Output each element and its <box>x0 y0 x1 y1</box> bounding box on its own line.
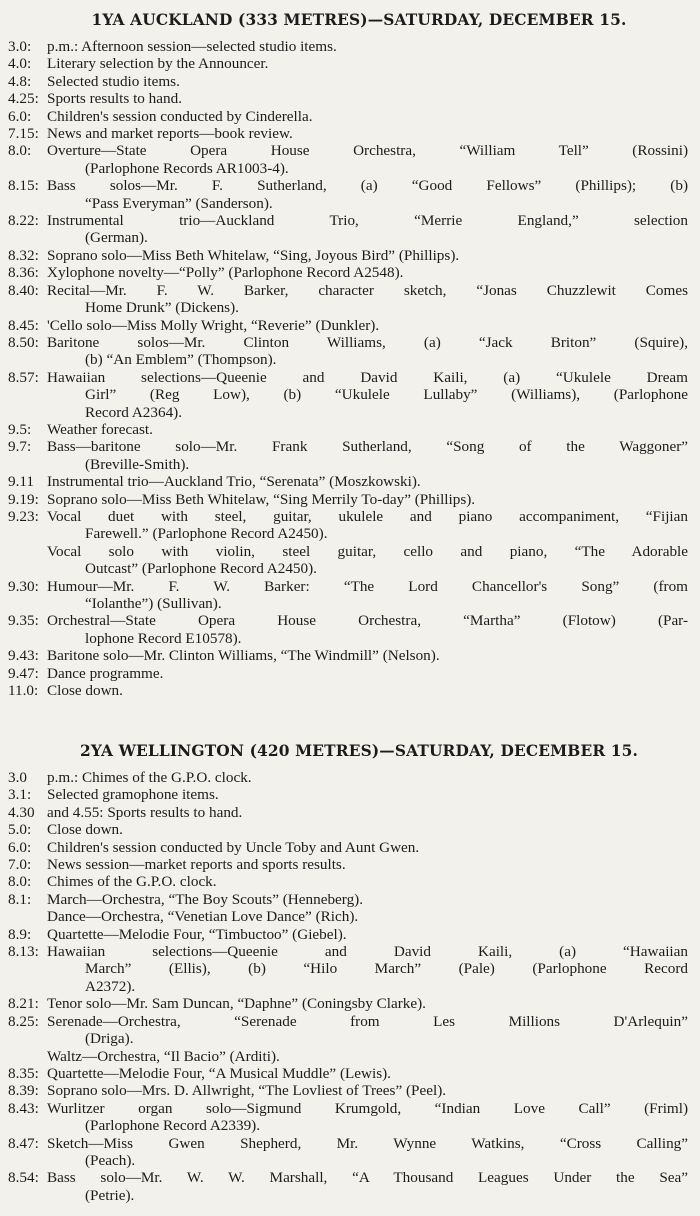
entry-text <box>47 1082 700 1099</box>
entry-text <box>47 804 700 821</box>
entry-time: 8.13: <box>8 943 39 961</box>
entry-line: Soprano solo—Mrs. D. Allwright, “The Lovliest of Trees” (Peel). <box>47 1082 447 1100</box>
entry-text <box>47 908 700 925</box>
entry-text <box>47 1100 700 1135</box>
program-entry <box>0 508 700 543</box>
entry-text <box>47 891 700 908</box>
entry-line: March” (Ellis), (b) “Hilo March” (Pale) (Parlophone Record <box>85 960 688 978</box>
program-entry <box>0 682 700 699</box>
entry-time: 4.8: <box>8 72 32 90</box>
entry-line: Hawaiian selections—Queenie and David Kaili, (a) “Ukulele Dream <box>47 368 688 386</box>
entry-line: Waltz—Orchestra, “Il Bacio” (Arditi). <box>47 1047 280 1065</box>
entry-time: 8.39: <box>8 1082 39 1100</box>
entry-line: (Parlophone Record A2339). <box>85 1117 261 1135</box>
entry-text <box>47 317 700 334</box>
entry-line: Instrumental trio—Auckland Trio, “Merrie England,” selection <box>47 212 688 230</box>
entry-line: 'Cello solo—Miss Molly Wright, “Reverie” (Dunkler). <box>47 316 380 334</box>
entry-time: 9.43: <box>8 647 39 665</box>
entry-text <box>47 647 700 664</box>
entry-line: Bass—baritone solo—Mr. Frank Sutherland, “Song of the Waggoner” <box>47 438 688 456</box>
entry-line: Weather forecast. <box>47 420 153 438</box>
entry-line: Overture—State Opera House Orchestra, “William Tell” (Rossini) <box>47 142 688 160</box>
section-heading: 2YA WELLINGTON (420 METRES)—SATURDAY, DECEMBER 15. <box>79 742 639 760</box>
entry-text <box>47 108 700 125</box>
program-entry <box>0 1135 700 1170</box>
program-entry <box>0 1082 700 1099</box>
program-entry <box>0 317 700 334</box>
entry-text <box>47 90 700 107</box>
entry-line: lophone Record E10578). <box>85 629 242 647</box>
program-entry <box>0 73 700 90</box>
program-entry <box>0 473 700 490</box>
entry-line: (German). <box>85 229 148 247</box>
program-entry <box>0 821 700 838</box>
program-entry <box>0 943 700 995</box>
entry-line: and 4.55: Sports results to hand. <box>47 803 243 821</box>
program-entry <box>0 1048 700 1065</box>
entry-time: 3.0 <box>8 769 27 786</box>
program-entry <box>0 786 700 803</box>
entry-text <box>47 438 700 473</box>
program-entry <box>0 38 700 55</box>
entry-line: Instrumental trio—Auckland Trio, “Serenata” (Moszkowski). <box>47 473 421 491</box>
entry-text <box>47 1065 700 1082</box>
program-listing <box>0 38 700 699</box>
program-entry <box>0 578 700 613</box>
entry-time: 8.54: <box>8 1169 39 1187</box>
entry-line: (Peach). <box>85 1151 136 1169</box>
entry-line: Soprano solo—Miss Beth Whitelaw, “Sing, Joyous Bird” (Phillips). <box>47 246 460 264</box>
entry-text <box>47 578 700 613</box>
entry-text <box>47 142 700 177</box>
entry-time: 8.45: <box>8 316 39 334</box>
entry-text <box>47 665 700 682</box>
entry-line: Home Drunk” (Dickens). <box>85 299 239 317</box>
entry-text <box>47 125 700 142</box>
program-entry <box>0 839 700 856</box>
entry-text <box>47 38 700 55</box>
entry-line: Quartette—Melodie Four, “Timbuctoo” (Giebel). <box>47 925 347 943</box>
entry-time: 8.47: <box>8 1134 39 1152</box>
entry-text <box>47 473 700 490</box>
entry-text <box>47 491 700 508</box>
entry-line: (Parlophone Records AR1003-4). <box>85 159 289 177</box>
entry-line: Close down. <box>47 821 123 839</box>
entry-time: 8.9: <box>8 925 32 943</box>
entry-line: (Driga). <box>85 1030 134 1048</box>
program-entry <box>0 995 700 1012</box>
program-entry <box>0 438 700 473</box>
entry-time: 8.22: <box>8 212 39 230</box>
entry-line: Literary selection by the Announcer. <box>47 55 269 73</box>
entry-text <box>47 543 700 578</box>
entry-time: 6.0: <box>8 838 32 856</box>
entry-time: 9.7: <box>8 438 32 456</box>
entry-text <box>47 282 700 317</box>
entry-line: (b) “An Emblem” (Thompson). <box>85 351 277 369</box>
entry-text <box>47 786 700 803</box>
entry-line: Sports results to hand. <box>47 90 182 108</box>
entry-text <box>47 264 700 281</box>
entry-line: Quartette—Melodie Four, “A Musical Muddle” (Lewis). <box>47 1064 391 1082</box>
entry-line: March—Orchestra, “The Boy Scouts” (Henneberg). <box>47 890 364 908</box>
entry-text <box>47 73 700 90</box>
entry-time: 8.21: <box>8 995 39 1013</box>
entry-line: Tenor solo—Mr. Sam Duncan, “Daphne” (Coningsby Clarke). <box>47 995 426 1013</box>
entry-time: 9.19: <box>8 490 39 508</box>
entry-line: Dance programme. <box>47 664 164 682</box>
entry-time: 7.15: <box>8 125 39 143</box>
entry-line: Recital—Mr. F. W. Barker, character sketch, “Jonas Chuzzlewit Comes <box>47 281 688 299</box>
program-entry <box>0 247 700 264</box>
entry-time: 9.30: <box>8 577 39 595</box>
program-entry <box>0 665 700 682</box>
entry-line: “Iolanthe”) (Sullivan). <box>85 595 222 612</box>
entry-line: Serenade—Orchestra, “Serenade from Les Millions D'Arlequin” <box>47 1012 688 1030</box>
program-entry <box>0 125 700 142</box>
entry-time: 8.1: <box>8 890 32 908</box>
entry-line: Sketch—Miss Gwen Shepherd, Mr. Wynne Watkins, “Cross Calling” <box>47 1134 688 1152</box>
entry-time: 11.0: <box>8 682 39 700</box>
entry-time: 9.5: <box>8 420 32 438</box>
entry-time: 9.47: <box>8 664 39 682</box>
entry-line: Baritone solos—Mr. Clinton Williams, (a) “Jack Briton” (Squire), <box>47 333 688 351</box>
entry-line: Bass solo—Mr. W. W. Marshall, “A Thousand Leagues Under the Sea” <box>47 1169 688 1187</box>
program-entry <box>0 334 700 369</box>
program-entry <box>0 908 700 925</box>
entry-line: p.m.: Afternoon session—selected studio items. <box>47 38 337 55</box>
entry-time: 8.57: <box>8 368 39 386</box>
entry-line: (Breville-Smith). <box>85 455 190 473</box>
entry-time: 8.40: <box>8 281 39 299</box>
entry-line: Farewell.” (Parlophone Record A2450). <box>85 525 328 543</box>
entry-text <box>47 1169 700 1204</box>
entry-time: 5.0: <box>8 821 32 839</box>
entry-text <box>47 55 700 72</box>
entry-text <box>47 177 700 212</box>
program-entry <box>0 55 700 72</box>
station-section-1ya <box>0 10 700 699</box>
entry-line: Record A2364). <box>85 403 183 421</box>
entry-text <box>47 1048 700 1065</box>
program-entry <box>0 1169 700 1204</box>
entry-line: Vocal solo with violin, steel guitar, cello and piano, “The Adorable <box>47 542 688 560</box>
program-entry <box>0 369 700 421</box>
station-section-2ya <box>0 741 700 1204</box>
entry-line: Chimes of the G.P.O. clock. <box>47 873 217 891</box>
entry-line: Girl” (Reg Low), (b) “Ukulele Lullaby” (Williams), (Parlophone <box>85 386 688 404</box>
entry-line: Humour—Mr. F. W. Barker: “The Lord Chancellor's Song” (from <box>47 577 688 595</box>
program-entry <box>0 856 700 873</box>
entry-text <box>47 682 700 699</box>
entry-line: Close down. <box>47 682 123 700</box>
entry-text <box>47 856 700 873</box>
program-entry <box>0 804 700 821</box>
entry-line: “Pass Everyman” (Sanderson). <box>85 194 273 212</box>
program-entry <box>0 1100 700 1135</box>
program-entry <box>0 873 700 890</box>
program-entry <box>0 769 700 786</box>
entry-line: Bass solos—Mr. F. Sutherland, (a) “Good Fellows” (Phillips); (b) <box>47 177 688 195</box>
program-entry <box>0 891 700 908</box>
entry-time: 9.11 <box>8 473 35 491</box>
entry-time: 8.15: <box>8 177 39 195</box>
entry-text <box>47 995 700 1012</box>
program-entry <box>0 264 700 281</box>
entry-time: 4.0: <box>8 55 32 73</box>
entry-line: Baritone solo—Mr. Clinton Williams, “The Windmill” (Nelson). <box>47 647 440 665</box>
entry-text <box>47 821 700 838</box>
entry-time: 9.35: <box>8 612 39 630</box>
entry-line: Children's session conducted by Cinderella. <box>47 107 313 125</box>
program-entry <box>0 1013 700 1048</box>
entry-time: 8.36: <box>8 264 39 282</box>
entry-time: 8.35: <box>8 1064 39 1082</box>
entry-time: 4.30 <box>8 803 35 821</box>
section-heading: 1YA AUCKLAND (333 METRES)—SATURDAY, DECEMBER 15. <box>91 11 627 29</box>
entry-line: (Petrie). <box>85 1186 135 1204</box>
entry-time: 8.0: <box>8 873 32 891</box>
entry-text <box>47 1135 700 1170</box>
entry-text <box>47 943 700 995</box>
entry-time: 8.32: <box>8 246 39 264</box>
program-entry <box>0 647 700 664</box>
entry-line: Vocal duet with steel, guitar, ukulele and piano accompaniment, “Fijian <box>47 507 688 525</box>
entry-line: Soprano solo—Miss Beth Whitelaw, “Sing Merrily To-day” (Phillips). <box>47 490 476 508</box>
program-entry <box>0 543 700 578</box>
entry-line: News and market reports—book review. <box>47 125 293 143</box>
program-listing <box>0 769 700 1204</box>
entry-line: Wurlitzer organ solo—Sigmund Krumgold, “Indian Love Call” (Friml) <box>47 1099 688 1117</box>
program-entry <box>0 90 700 107</box>
entry-line: Outcast” (Parlophone Record A2450). <box>85 560 317 578</box>
entry-line: Hawaiian selections—Queenie and David Kaili, (a) “Hawaiian <box>47 943 688 961</box>
entry-line: Dance—Orchestra, “Venetian Love Dance” (Rich). <box>47 908 359 926</box>
entry-time: 8.43: <box>8 1099 39 1117</box>
entry-text <box>47 334 700 369</box>
entry-text <box>47 369 700 421</box>
entry-time: 8.0: <box>8 142 32 160</box>
entry-time: 3.0: <box>8 38 32 55</box>
program-entry <box>0 142 700 177</box>
entry-time: 8.50: <box>8 333 39 351</box>
program-entry <box>0 926 700 943</box>
entry-text <box>47 873 700 890</box>
entry-time: 3.1: <box>8 786 32 804</box>
program-entry <box>0 177 700 212</box>
entry-time: 6.0: <box>8 107 32 125</box>
entry-text <box>47 839 700 856</box>
program-entry <box>0 421 700 438</box>
entry-line: Selected studio items. <box>47 72 180 90</box>
entry-text <box>47 247 700 264</box>
entry-text <box>47 926 700 943</box>
entry-text <box>47 1013 700 1048</box>
program-entry <box>0 212 700 247</box>
program-entry <box>0 282 700 317</box>
entry-text <box>47 612 700 647</box>
entry-time: 9.23: <box>8 507 39 525</box>
entry-time: 7.0: <box>8 856 32 874</box>
entry-line: p.m.: Chimes of the G.P.O. clock. <box>47 769 252 786</box>
entry-text <box>47 769 700 786</box>
program-entry <box>0 108 700 125</box>
entry-line: Xylophone novelty—“Polly” (Parlophone Record A2548). <box>47 264 404 282</box>
entry-time: 4.25: <box>8 90 39 108</box>
entry-line: Orchestral—State Opera House Orchestra, “Martha” (Flotow) (Par- <box>47 612 688 630</box>
entry-line: Children's session conducted by Uncle Toby and Aunt Gwen. <box>47 838 420 856</box>
entry-text <box>47 508 700 543</box>
entry-line: A2372). <box>85 977 136 995</box>
entry-text <box>47 421 700 438</box>
entry-time: 8.25: <box>8 1012 39 1030</box>
program-entry <box>0 1065 700 1082</box>
program-entry <box>0 612 700 647</box>
entry-line: Selected gramophone items. <box>47 786 219 804</box>
program-entry <box>0 491 700 508</box>
entry-line: News session—market reports and sports results. <box>47 856 346 874</box>
entry-text <box>47 212 700 247</box>
